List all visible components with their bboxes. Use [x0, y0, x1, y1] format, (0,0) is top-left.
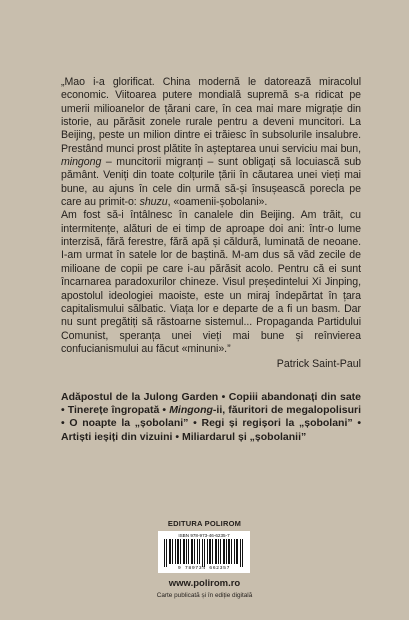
bullet-separator: •: [357, 417, 362, 430]
blurb-paragraph-1: [61, 76, 361, 209]
bullet-separator: •: [175, 430, 180, 443]
bullet-separator: •: [193, 417, 197, 430]
chapter-list: [61, 391, 361, 444]
barcode-digits: 9 789734 662357: [177, 566, 231, 571]
chapter-title: Regi și regișori la „șobolani”: [201, 417, 353, 430]
blurb-p1-part1: „Mao i-a glorificat. China modernă le datorează miracolul economic. Viitoarea putere mondială supremă s-a ridicat pe umerii milioanelor de țărani care, în cea mai mare migrație din istorie, au părăsit zonele rurale pentru a deveni muncitori. La Beijing, peste un milion dintre ei trăiesc în subsolurile insalubre. Prestând munci prost plătite în așteptarea unui serviciu mai bun,: [61, 76, 361, 155]
chapter-title: Artiști ieșiți din vizuini: [61, 430, 173, 443]
author-signature: Patrick Saint-Paul: [276, 358, 361, 370]
blurb-text: [61, 76, 361, 356]
chapter-title-italic: Mingong: [169, 404, 213, 417]
chapter-title: O noapte la „șobolani”: [69, 417, 189, 430]
blurb-p1-part3: , «oamenii-șobolani».: [167, 196, 268, 209]
blurb-p1-part2: – muncitorii migranți – sunt obligați să locuiască sub pământ. Veniți din toate colțurile țării în căutarea unei vieți mai bune, au ajuns în cele din urmă să-și însușească porecla pe care au primit-o:: [61, 156, 361, 209]
isbn-barcode: [158, 531, 250, 573]
barcode-icon: [164, 539, 244, 567]
chapter-title: Miliardarul și „șobolanii”: [181, 430, 307, 443]
publisher-name: EDITURA POLIROM: [167, 519, 242, 528]
digital-edition-note: Carte publicată și în ediție digitală: [156, 592, 253, 599]
publisher-website: www.polirom.ro: [168, 578, 241, 589]
blurb-term-mingong: mingong: [61, 156, 102, 169]
bullet-separator: •: [61, 404, 65, 417]
chapter-title-rest: -ii, făuritori de megalopolisuri: [212, 404, 361, 417]
chapter-title: Tinerețe îngropată: [67, 404, 160, 417]
chapter-title: Copiii abandonați din sate: [228, 391, 362, 403]
bullet-separator: •: [162, 404, 167, 417]
blurb-term-shuzu: shuzu: [139, 196, 168, 209]
isbn-number: ISBN 978-973-46-6235-7: [178, 533, 230, 538]
chapter-title: [169, 404, 361, 416]
bullet-separator: •: [61, 417, 65, 430]
blurb-paragraph-2: Am fost să-i întâlnesc în canalele din Beijing. Am trăit, cu intermitențe, alături de ei timp de aproape doi ani: într-o lume interzisă, fără ferestre, fără apă și căldură, luminată de neoane. I-am urmat în satele lor de baștină. M-am dus să văd zecile de milioane de copii pe care i-au părăsit acolo. Pentru că ei sunt încarnarea paradoxurilor chineze. Visul președintelui Xi Jinping, apostolul ideologiei maoiste, este un miraj îndepărtat în țara capitalismului sălbatic. Viața lor e departe de a fi un basm. Dar nu sunt pregătiți să răstoarne sistemul... Propaganda Partidului Comunist, speranța unei vieți mai bune și reînvierea confucianismului au făcut «minuni».”: [61, 209, 361, 355]
bullet-separator: •: [221, 391, 226, 403]
chapter-title: Adăpostul de la Julong Garden: [61, 391, 219, 403]
